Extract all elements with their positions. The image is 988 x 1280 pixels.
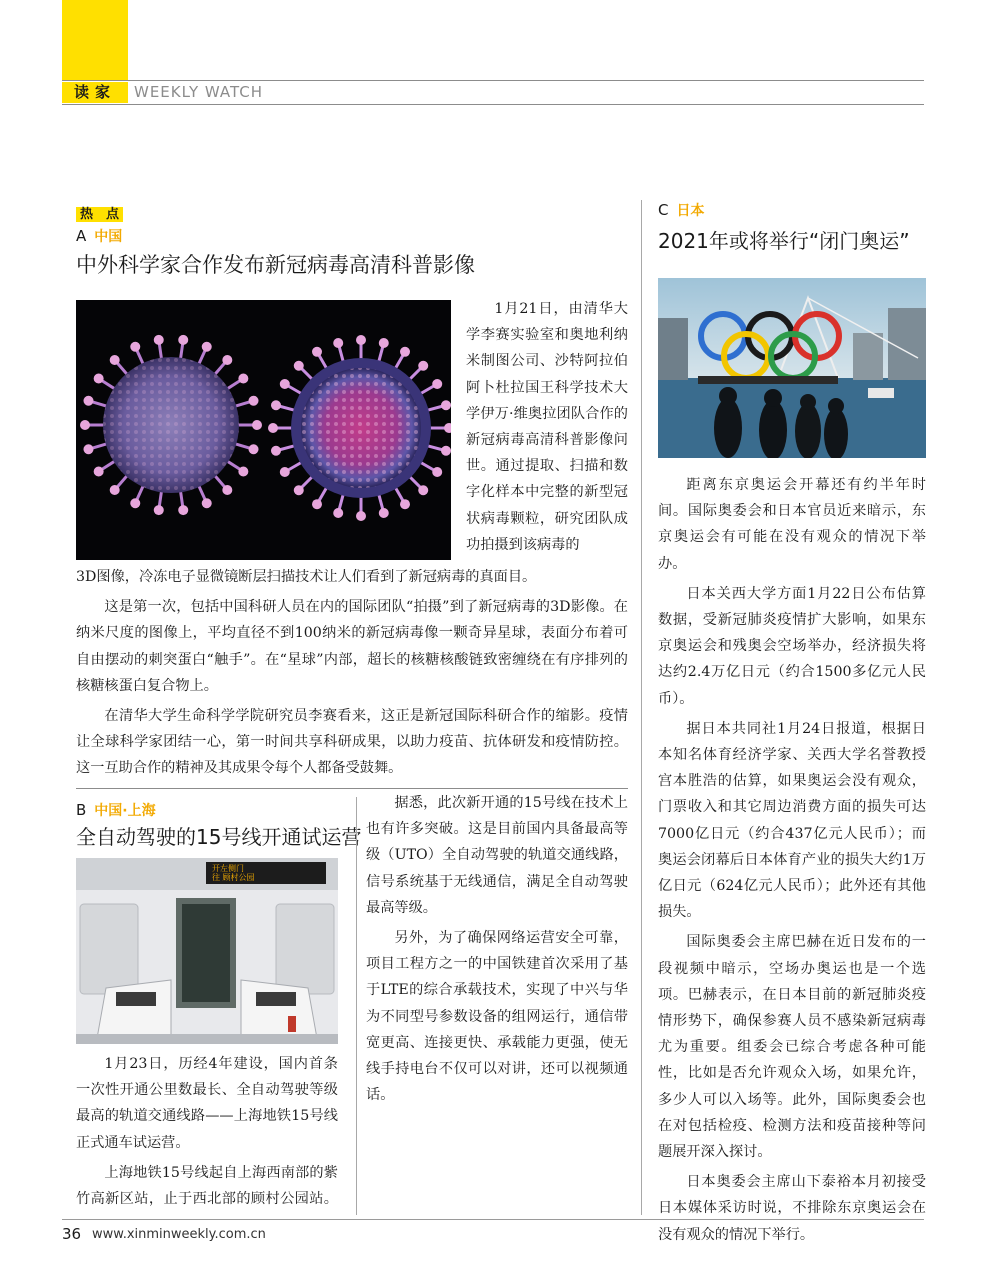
article-c-paragraph-5: 日本奥委会主席山下泰裕本月初接受日本媒体采访时说，不排除东京奥运会在没有观众的情况下举行。 [658, 1174, 926, 1243]
article-a-paragraph-1-side: 1月21日，由清华大学李赛实验室和奥地利纳米制图公司、沙特阿拉伯阿卜杜拉国王科学技术大学伊万·维奥拉团队合作的新冠病毒高清科普影像问世。通过提取、扫描和数字化样本中完整的新型冠状病毒颗粒，研究团队成功拍摄到该病毒的 [466, 301, 628, 553]
article-c-paragraph-2: 日本关西大学方面1月22日公布估算数据，受新冠肺炎疫情扩大影响，如果东京奥运会和残奥会空场举办，经济损失将达约2.4万亿日元（约合1500多亿元人民币）。 [658, 585, 926, 707]
article-a-location: 中国 [94, 229, 123, 245]
metro-interior-illustration [76, 858, 338, 1044]
header-rule-top [62, 80, 924, 81]
article-b-paragraph-2-start: 上海地铁15号线起自上海西南部的紫竹高新区站，止于西北部的顾村公园站。 [76, 1164, 338, 1208]
hot-topic-tag-label: 热 点 [76, 207, 123, 222]
olympic-rings-scene [658, 278, 926, 458]
column-divider [641, 200, 642, 1215]
metro-train-interior-photo [76, 858, 338, 1044]
section-subtitle: WEEKLY WATCH [134, 83, 264, 101]
article-c-kicker [658, 200, 704, 221]
article-a-paragraph-1-continued: 3D图像，冷冻电子显微镜断层扫描技术让人们看到了新冠病毒的真面目。 [76, 569, 537, 585]
header-rule-bottom [62, 104, 924, 105]
article-a-letter: A [76, 227, 87, 245]
coronavirus-illustration [76, 300, 451, 560]
article-b-paragraph-1: 1月23日，历经4年建设，国内首条一次性开通公里数最长、全自动驾驶等级最高的轨道交通线路——上海地铁15号线正式通车试运营。 [76, 1056, 338, 1151]
article-b-column-left [76, 1051, 338, 1212]
article-b-letter: B [76, 801, 87, 819]
article-c-location: 日本 [676, 203, 705, 219]
article-c-paragraph-1: 距离东京奥运会开幕还有约半年时间。国际奥委会和日本官员近来暗示，东京奥运会有可能在没有观众的情况下举办。 [658, 477, 926, 572]
olympic-rings-photo [658, 278, 926, 458]
page-number: 36 [62, 1225, 82, 1243]
article-c-column [658, 472, 926, 1248]
article-c-paragraph-4: 国际奥委会主席巴赫在近日发布的一段视频中暗示，空场办奥运也是一个选项。巴赫表示，在日本目前的新冠肺炎疫情形势下，确保参赛人员不感染新冠病毒尤为重要。组委会已综合考虑各种可能性，比如是否允许观众入场，如果允许，多少人可以入场等。此外，国际奥委会也在对包括检疫、检测方法和疫苗接种等问题展开深入探讨。 [658, 934, 926, 1161]
coronavirus-3d-image [76, 300, 451, 560]
article-a-side-column [466, 296, 628, 558]
article-a-full-column [76, 564, 628, 782]
article-c-title: 2021年或将举行“闭门奥运” [658, 229, 910, 253]
article-b-paragraph-3: 据悉，此次新开通的15号线在技术上也有许多突破。这是目前国内具备最高等级（UTO）全自动驾驶的轨道交通线路，信号系统基于无线通信，满足全自动驾驶最高等级。 [366, 795, 628, 916]
metro-door-sign: 开左侧门 往 顾村公园 [212, 864, 255, 882]
article-c-letter: C [658, 201, 669, 219]
article-b-location: 中国·上海 [94, 803, 156, 819]
article-b-column-rule [356, 797, 357, 1215]
footer-rule [62, 1219, 924, 1220]
section-label: 读家 [62, 82, 128, 103]
article-c-paragraph-3: 据日本共同社1月24日报道，根据日本知名体育经济学家、关西大学名誉教授宫本胜浩的估算，如果奥运会没有观众，门票收入和其它周边消费方面的损失可达7000亿日元（约合437亿元人民币）；而奥运会闭幕后日本体育产业的损失大约1万亿日元（624亿元人民币）；此外还有其他损失。 [658, 720, 926, 921]
article-b-kicker [76, 800, 156, 821]
website-url: www.xinminweekly.com.cn [92, 1227, 266, 1242]
article-b-column-right [366, 790, 628, 1108]
article-a-paragraph-3: 在清华大学生命科学学院研究员李赛看来，这正是新冠国际科研合作的缩影。疫情让全球科学家团结一心，第一时间共享科研成果，以助力疫苗、抗体研发和疫情防控。这一互助合作的精神及其成果令每个人都备受鼓舞。 [76, 708, 628, 777]
header-yellow-bar [62, 0, 128, 80]
article-b-title: 全自动驾驶的15号线开通试运营 [76, 825, 362, 849]
article-a-paragraph-2: 这是第一次，包括中国科研人员在内的国际团队“拍摄”到了新冠病毒的3D影像。在纳米尺度的图像上，平均直径不到100纳米的新冠病毒像一颗奇异星球，表面分布着可自由摆动的刺突蛋白“触手”。在“星球”内部，超长的核糖核酸链致密缠绕在有序排列的核糖核蛋白复合物上。 [76, 599, 628, 694]
hot-topic-tag [76, 203, 123, 223]
article-divider [76, 788, 628, 789]
article-a-kicker [76, 226, 122, 247]
article-a-title: 中外科学家合作发布新冠病毒高清科普影像 [76, 253, 475, 277]
article-b-paragraph-4: 另外，为了确保网络运营安全可靠，项目工程方之一的中国铁建首次采用了基于LTE的综合承载技术，实现了中兴与华为不同型号参数设备的组网运行，通信带宽更高、连接更快、承载能力更强，使无线手持电台不仅可以对讲，还可以视频通话。 [366, 930, 628, 1104]
